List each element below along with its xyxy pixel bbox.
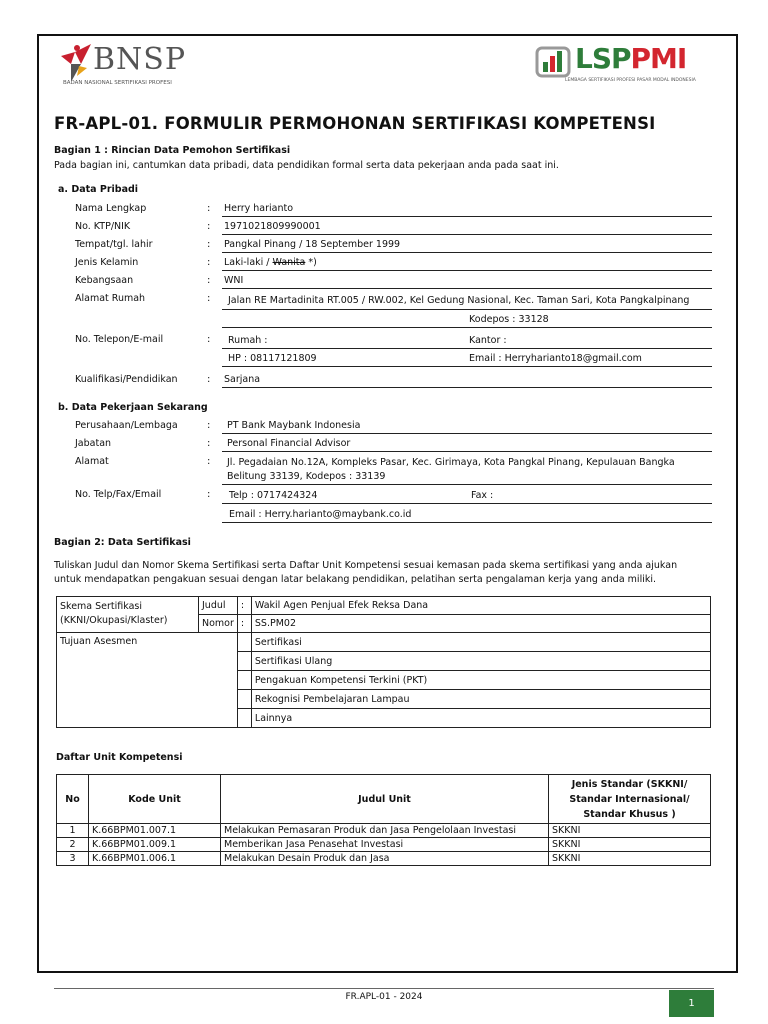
fax-value: Fax : (471, 490, 494, 501)
bagian2-desc-line2: untuk mendapatkan pengakuan sesuai dengan latar belakang pendidikan, pelatihan serta pengalaman kerja yang anda miliki. (54, 574, 657, 585)
tujuan-option: Sertifikasi Ulang (251, 652, 710, 671)
hp-value: HP : 08117121809 (228, 353, 317, 364)
colon: : (207, 456, 211, 467)
skema-label-line1: Skema Sertifikasi (60, 601, 143, 612)
jabatan-value: Personal Financial Advisor (227, 438, 351, 449)
daftar-unit-title: Daftar Unit Kompetensi (56, 752, 183, 763)
unit-jenis: SKKNI (549, 824, 711, 838)
form-title: FR-APL-01. FORMULIR PERMOHONAN SERTIFIKASI KOMPETENSI (54, 114, 656, 133)
colon: : (207, 239, 211, 250)
skema-row-judul (57, 597, 711, 615)
unit-judul: Melakukan Pemasaran Produk dan Jasa Pengelolaan Investasi (221, 824, 549, 838)
colon: : (237, 615, 251, 633)
field-underline (222, 216, 712, 217)
unit-no: 2 (57, 838, 89, 852)
field-underline (222, 484, 712, 485)
col-judul: Judul Unit (221, 775, 549, 824)
nomor-label: Nomor (199, 615, 238, 633)
unit-table-header (57, 775, 711, 824)
unit-judul: Melakukan Desain Produk dan Jasa (221, 852, 549, 866)
tujuan-option: Lainnya (251, 709, 710, 728)
tujuan-checkbox[interactable] (237, 690, 251, 709)
field-underline (222, 327, 712, 328)
bagian2-title: Bagian 2: Data Sertifikasi (54, 537, 191, 548)
bangsa-label: Kebangsaan (75, 275, 134, 286)
bagian2-desc-line1: Tuliskan Judul dan Nomor Skema Sertifikasi serta Daftar Unit Kompetensi sesuai kemasan pada skema sertifikasi yang anda ajukan (54, 560, 678, 571)
skema-table (56, 596, 711, 728)
lsppmi-logo-subtitle: LEMBAGA SERTIFIKASI PROFESI PASAR MODAL INDONESIA (565, 78, 696, 83)
jk-label: Jenis Kelamin (75, 257, 139, 268)
colon: : (207, 275, 211, 286)
unit-no: 1 (57, 824, 89, 838)
field-underline (222, 348, 712, 349)
telp-label: No. Telepon/E-mail (75, 334, 164, 345)
email-value: Email : Herryharianto18@gmail.com (469, 353, 642, 364)
col-jenis-line2: Standar Internasional/ (569, 793, 690, 805)
tujuan-label: Tujuan Asesmen (57, 633, 238, 728)
ktp-value: 1971021809990001 (224, 221, 321, 232)
unit-kode: K.66BPM01.006.1 (89, 852, 221, 866)
jk-value (224, 257, 317, 268)
field-underline (222, 366, 712, 367)
field-underline (222, 387, 712, 388)
ktp-label: No. KTP/NIK (75, 221, 131, 232)
table-row (57, 824, 711, 838)
email-kerja-value: Email : Herry.harianto@maybank.co.id (229, 509, 412, 520)
jk-value-note: *) (305, 257, 317, 268)
unit-kode: K.66BPM01.007.1 (89, 824, 221, 838)
field-underline (222, 503, 712, 504)
lsppmi-emblem-icon (535, 42, 573, 80)
unit-no: 3 (57, 852, 89, 866)
footer-doc-code: FR.APL-01 - 2024 (345, 992, 423, 1002)
col-kode: Kode Unit (89, 775, 221, 824)
col-jenis-line1: Jenis Standar (SKKNI/ (571, 778, 688, 790)
colon: : (207, 334, 211, 345)
tujuan-option: Rekognisi Pembelajaran Lampau (251, 690, 710, 709)
colon: : (207, 374, 211, 385)
tujuan-option: Pengakuan Kompetensi Terkini (PKT) (251, 671, 710, 690)
tujuan-checkbox[interactable] (237, 652, 251, 671)
unit-judul: Memberikan Jasa Penasehat Investasi (221, 838, 549, 852)
field-underline (222, 451, 712, 452)
tujuan-option: Sertifikasi (251, 633, 710, 652)
jk-value-male: Laki-laki / (224, 257, 273, 268)
jk-value-female-struck: Wanita (272, 257, 306, 268)
tujuan-checkbox[interactable] (237, 709, 251, 728)
kualifikasi-label: Kualifikasi/Pendidikan (75, 374, 178, 385)
alamat-kerja-line2: Belitung 33139, Kodepos : 33139 (227, 471, 386, 482)
telpfax-label: No. Telp/Fax/Email (75, 489, 162, 500)
lsppmi-logo-text-pmi: PMI (630, 42, 687, 75)
perusahaan-value: PT Bank Maybank Indonesia (227, 420, 361, 431)
kodepos-value: Kodepos : 33128 (469, 314, 549, 325)
colon: : (207, 221, 211, 232)
bnsp-logo-text: BNSP (93, 42, 187, 77)
bagian1-title: Bagian 1 : Rincian Data Pemohon Sertifikasi (54, 145, 291, 156)
field-underline (222, 234, 712, 235)
skema-label-line2: (KKNI/Okupasi/Klaster) (60, 615, 168, 626)
ttl-value: Pangkal Pinang / 18 September 1999 (224, 239, 401, 250)
colon: : (207, 257, 211, 268)
ttl-label: Tempat/tgl. lahir (75, 239, 153, 250)
col-jenis-line3: Standar Khusus ) (583, 808, 676, 820)
alamat-value: Jalan RE Martadinita RT.005 / RW.002, Kel Gedung Nasional, Kec. Taman Sari, Kota Pangkalpinang (228, 295, 690, 306)
unit-jenis: SKKNI (549, 852, 711, 866)
unit-kode: K.66BPM01.009.1 (89, 838, 221, 852)
table-row (57, 852, 711, 866)
section-b-title: b. Data Pekerjaan Sekarang (58, 402, 208, 413)
judul-value: Wakil Agen Penjual Efek Reksa Dana (251, 597, 710, 615)
lsppmi-logo-text-lsp: LSP (575, 42, 631, 75)
alamat-label: Alamat Rumah (75, 293, 146, 304)
col-jenis (549, 775, 711, 824)
table-row (57, 838, 711, 852)
telp-kerja-value: Telp : 0717424324 (229, 490, 318, 501)
skema-label-cell (57, 597, 199, 633)
lsppmi-logo-text (575, 42, 686, 75)
bagian1-desc: Pada bagian ini, cantumkan data pribadi, data pendidikan formal serta data pekerjaan anda pada saat ini. (54, 160, 559, 171)
field-underline (222, 288, 712, 289)
col-no: No (57, 775, 89, 824)
field-underline (222, 433, 712, 434)
jabatan-label: Jabatan (75, 438, 112, 449)
page-number: 1 (669, 990, 714, 1017)
tujuan-checkbox[interactable] (237, 671, 251, 690)
nomor-value: SS.PM02 (251, 615, 710, 633)
bangsa-value: WNI (224, 275, 244, 286)
tujuan-row (57, 633, 711, 652)
bnsp-logo (55, 40, 195, 95)
colon: : (207, 438, 211, 449)
bnsp-logo-subtitle: BADAN NASIONAL SERTIFIKASI PROFESI (63, 80, 172, 86)
kualifikasi-value: Sarjana (224, 374, 261, 385)
bnsp-emblem-icon (57, 42, 97, 84)
perusahaan-label: Perusahaan/Lembaga (75, 420, 178, 431)
field-underline (222, 309, 712, 310)
nama-label: Nama Lengkap (75, 203, 147, 214)
tujuan-checkbox[interactable] (237, 633, 251, 652)
alamat-kerja-line1: Jl. Pegadaian No.12A, Kompleks Pasar, Kec. Girimaya, Kota Pangkal Pinang, Kepulauan Bangka (227, 457, 675, 468)
field-underline (222, 252, 712, 253)
lsppmi-logo (535, 40, 715, 90)
field-underline (222, 270, 712, 271)
unit-jenis: SKKNI (549, 838, 711, 852)
field-underline (222, 522, 712, 523)
colon: : (207, 489, 211, 500)
rumah-value: Rumah : (228, 335, 268, 346)
colon: : (237, 597, 251, 615)
footer-rule (54, 988, 714, 989)
colon: : (207, 420, 211, 431)
kantor-value: Kantor : (469, 335, 507, 346)
section-a-title: a. Data Pribadi (58, 184, 139, 195)
colon: : (207, 293, 211, 304)
alamat-kerja-label: Alamat (75, 456, 109, 467)
judul-label: Judul (199, 597, 238, 615)
colon: : (207, 203, 211, 214)
nama-value: Herry harianto (224, 203, 294, 214)
unit-table (56, 774, 711, 866)
